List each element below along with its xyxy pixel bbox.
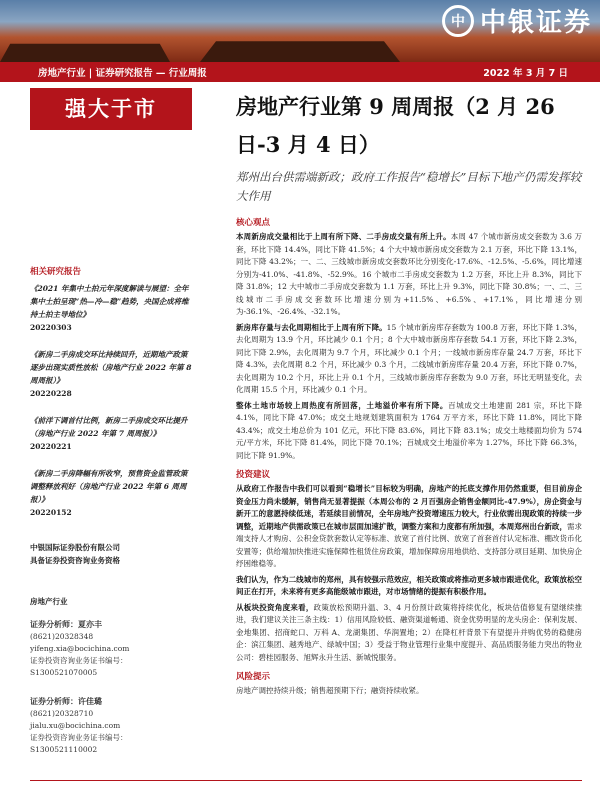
report-main [236,88,582,698]
core-paragraph: 整体土地市场较上周热度有所回落，土地溢价率有所下降。百城成交土地建面 281 宗，环比下降 4.1%，同比下降 47.0%；成交土地规划建筑面积为 1764 万平方米，环比下降 11.8%，同比下降 43.4%；成交土地总价为 101 亿元，环比下降 83.6%，同比下降 83.1%；成交土地楼面均价为 574 元/平方米，环比下降 81.4%，同比下降 70.1%；百城成交土地溢价率为 1.27%，环比下降 66.3%，同比下降 91.9%。 [236,400,582,460]
analyst-name: 夏亦丰 [78,619,102,629]
analyst-phone: (8621)20328348 [30,632,94,641]
footer-rule [30,780,582,781]
analyst-phone: (8621)20328710 [30,709,94,718]
risk-text: 房地产调控持续升级；销售超预期下行；融资持续收紧。 [236,686,424,695]
header-banner [0,0,600,62]
analyst-cert: 证券投资咨询业务证书编号：S1300521070005 [30,656,128,677]
analyst-card: 证券分析师：许佳璐 (8621)20328710 jialu.xu@bocichina.com 证券投资咨询业务证书编号：S1300521110002 [30,695,192,756]
logo-text: 中银证券 [479,8,592,38]
breadcrumb: 房地产行业 | 证券研究报告 — 行业周报 [38,68,207,79]
rating-badge: 强大于市 [30,88,192,130]
report-date: 2022 年 3 月 7 日 [483,68,568,79]
related-report-item[interactable]: 《2021 年集中土拍元年深度解读与展望：全年集中土拍呈现“热—冷—稳”趋势，央国企成将维持土拍主导地位》 20220303 [30,284,189,332]
report-title: 房地产行业第 9 周周报（2 月 26 日-3 月 4 日） [236,94,555,157]
investment-paragraph: 从板块投资角度来看，政策放松预期升温、3、4 月份预计政策将持续优化，板块估值修复有望继续推进，我们建议关注三条主线：1）信用风险较低、融资渠道畅通、资金优势明显的龙头房企：保利发展、金地集团、招商蛇口、万科 A、龙湖集团、华润置地；2）在降杠杆背景下有望提升并购优势的稳健房企：滨江集团、越秀地产、绿城中国；3）受益于物业管理行业集中度提升、高品质服务能力突出的物业公司：碧桂园服务、旭辉永升生活、新城悦服务。 [236,602,583,662]
analyst-card: 证券分析师：夏亦丰 (8621)20328348 yifeng.xia@bocichina.com 证券投资咨询业务证书编号：S1300521070005 [30,618,192,679]
related-report-item[interactable]: 《新房二手房成交环比持续回升，近期地产政策逐步出现实质性放松（房地产行业 2022 年第 8 周周报）》 20220228 [30,350,192,398]
sidebar [30,88,192,756]
risk-heading: 风险提示 [236,672,271,682]
investment-heading: 投资建议 [236,470,271,480]
core-paragraph: 新房库存量与去化周期相比于上周有所下降。15 个城市新房库存套数为 100.8 万套，环比下降 1.3%，去化周期为 13.9 个月，环比减少 0.1 个月；8 个大中城市新房库存套数 54.1 万套，环比下降 2.3%，同比下降 2.9%，去化周期为 9.7 个月，环比减少 0.1 个月；一线城市新房库存量 24.7 万套，环比下降 4.3%，去化周期 8.2 个月，环比减少 0.3 个月，二线城市新房库存量 20.4 万套，环比下降 0.7%，去化周期为 10.2 个月，环比上升 0.1 个月，三线城市新房库存套数为 9.0 万套，环比无明显变化，去化周期 15.5 个月，环比减少 0.1 个月。 [236,322,583,394]
investment-paragraph: 我们认为，作为二线城市的郑州，具有较强示范效应，相关政策或将推动更多城市跟进优化，政策放松空间正在打开，未来将有更多高能级城市跟进，对市场情绪的提振有积极作用。 [236,574,582,596]
company-logo [442,2,592,39]
related-reports-list [30,282,192,519]
related-reports-heading: 相关研究报告 [30,267,82,277]
institution-name: 中银国际证券股份有限公司 [30,543,120,552]
palace-roof-left [0,36,170,62]
report-subtitle: 郑州出台供需端新政；政府工作报告“稳增长”目标下地产仍需发挥较大作用 [236,170,582,203]
logo-mark-icon: 中 [442,5,474,37]
analyst-email[interactable]: yifeng.xia@bocichina.com [30,644,130,653]
core-view-heading: 核心观点 [236,218,271,228]
related-report-item[interactable]: 《新房二手房降幅有所收窄，预售资金监管政策调整释放利好（房地产行业 2022 年第 6 周周报）》 20220152 [30,469,188,517]
palace-roof-center [200,36,400,62]
analyst-email[interactable]: jialu.xu@bocichina.com [30,721,121,730]
related-report-item[interactable]: 《前洋下调首付比例，新房二手房成交环比提升（房地产行业 2022 年第 7 周周报）》 20220221 [30,416,188,451]
core-paragraph: 本周新房成交量相比于上周有所下降、二手房成交量有所上升。本周 47 个城市新房成交套数为 3.6 万套，环比下降 14.4%，同比下降 41.5%；4 个大中城市新房成交套数为 2.1 万套，环比下降 13.1%，同比下降 43.2%；一、二、三线城市新房成交套数环比分别变化-17.6%、-12.5%、-5.6%，同比增速分别为-41.0%、-41.8%、-52.9%。16 个城市二手房成交套数为 1.2 万套，环比上升 8.3%，同比下降 31.8%；12 大中城市二手房成交套数为 1.1 万套，环比上升 9.3%，同比下降 30.8%；一、二、三线城市二手房成交套数环比增速分别为+11.5%、+6.5%、+17.1%，同比增速分别为-36.1%、-26.4%、-32.1%。 [236,232,582,316]
analyst-name: 许佳璐 [78,696,102,706]
institution-qualification: 具备证券投资咨询业务资格 [30,556,120,565]
report-topbar [0,62,600,82]
analyst-cert: 证券投资咨询业务证书编号：S1300521110002 [30,733,128,754]
investment-paragraph: 从政府工作报告中我们可以看到“稳增长”目标较为明确，房地产的托底支撑作用仍然重要，但目前房企资金压力尚未缓解，销售尚无显著提振（本周公布的 2 月百强房企销售金额同比-47.9%），房企资金与新开工的意愿持续低迷，若延续目前情况，全年房地产投资增速压力较大，行业依需出现政策的持续一步调整，近期地产供需政策已在城市层面加速扩散，调整方案和力度都有所加强，本周郑州出台新政，需求端支持人才购房、公积金贷款套数认定等标准、放宽了首付比例、放宽了首套首付认定标准、棚改货币化安置等；供给端加快推进实施保障性租赁住房政策，增加保障房用地供给、支持部分项目延期、加快房企纾困维稳等。 [236,484,583,568]
industry-label: 房地产行业 [30,597,68,606]
